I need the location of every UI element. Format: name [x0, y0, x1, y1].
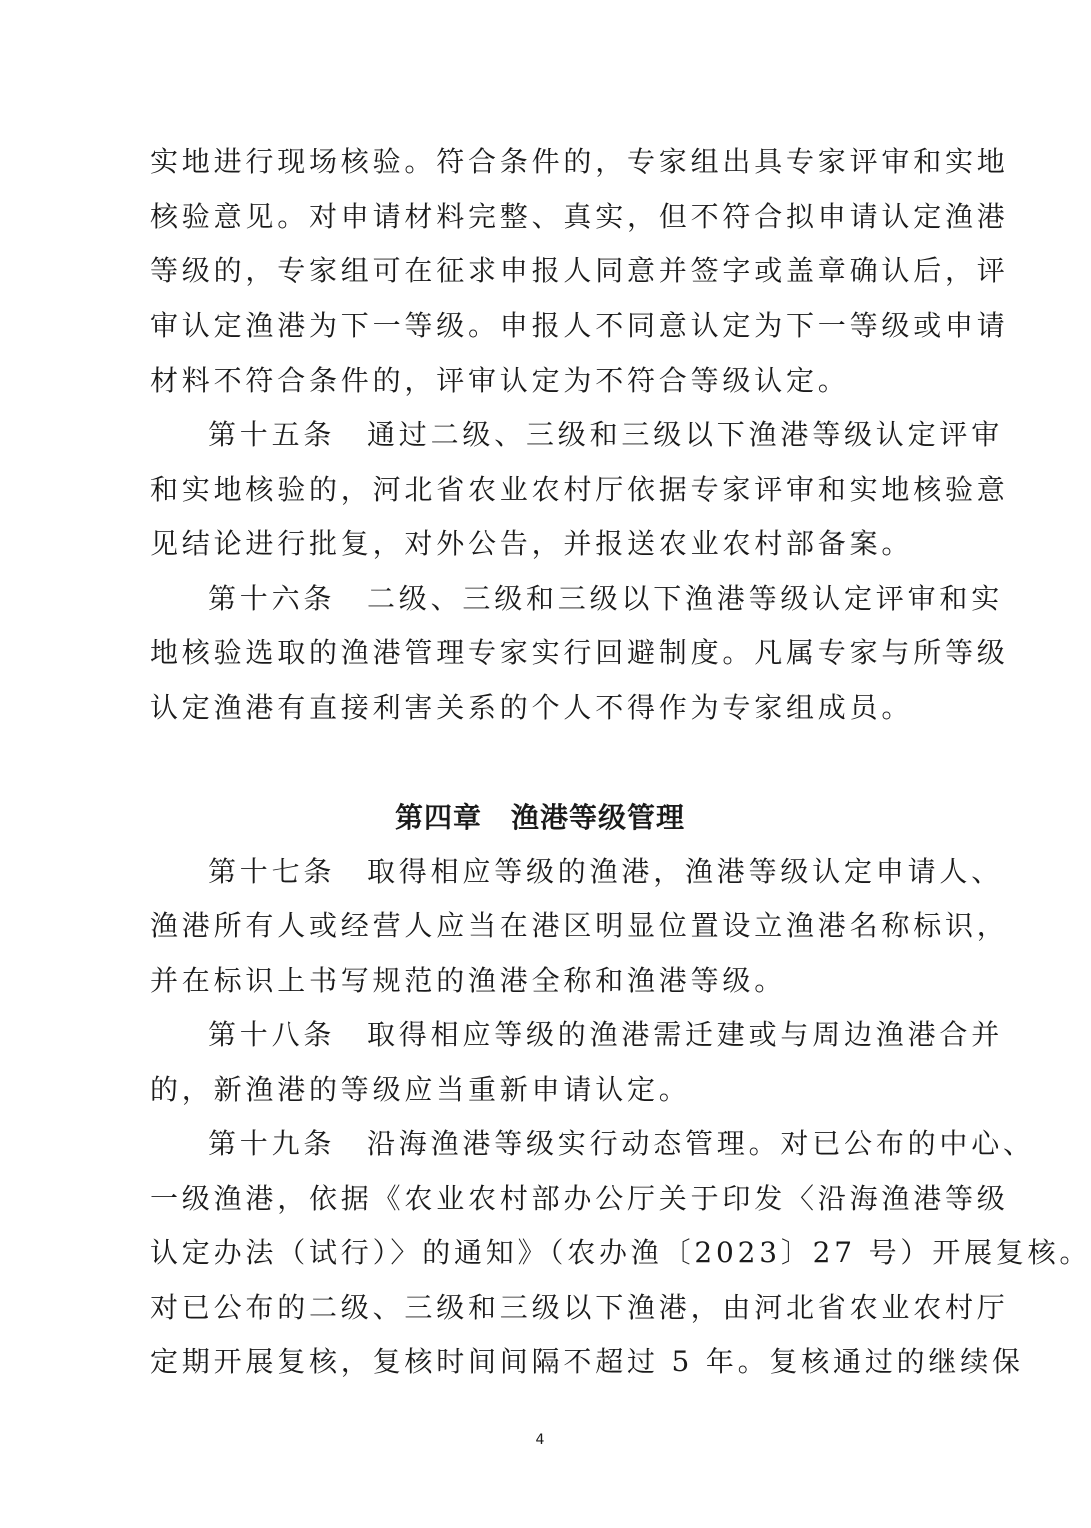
article-18-start: 第十八条 取得相应等级的渔港需迁建或与周边渔港合并 [208, 1018, 1004, 1051]
text-line: 和实地核验的，河北省农业农村厅依据专家评审和实地核验意 [150, 473, 1009, 506]
article-19-start: 第十九条 沿海渔港等级实行动态管理。对已公布的中心、 [208, 1127, 1035, 1160]
text-line: 实地进行现场核验。符合条件的，专家组出具专家评审和实地 [150, 145, 1009, 178]
text-line: 见结论进行批复，对外公告，并报送农业农村部备案。 [150, 527, 914, 560]
text-line: 认定办法（试行）〉的通知》（农办渔〔2023〕27 号）开展复核。 [150, 1236, 1091, 1269]
text-line: 等级的，专家组可在征求申报人同意并签字或盖章确认后，评 [150, 254, 1009, 287]
text-line: 一级渔港，依据《农业农村部办公厅关于印发〈沿海渔港等级 [150, 1182, 1009, 1215]
article-17-start: 第十七条 取得相应等级的渔港，渔港等级认定申请人、 [208, 855, 1004, 888]
page-number: 4 [535, 1432, 545, 1448]
text-line: 并在标识上书写规范的渔港全称和渔港等级。 [150, 964, 787, 997]
text-line: 定期开展复核，复核时间间隔不超过 5 年。复核通过的继续保 [150, 1345, 1024, 1378]
text-line: 材料不符合条件的，评审认定为不符合等级认定。 [150, 364, 850, 397]
text-line: 审认定渔港为下一等级。申报人不同意认定为下一等级或申请 [150, 309, 1009, 342]
text-line: 认定渔港有直接利害关系的个人不得作为专家组成员。 [150, 691, 914, 724]
article-16-start: 第十六条 二级、三级和三级以下渔港等级认定评审和实 [208, 582, 1004, 615]
text-line: 渔港所有人或经营人应当在港区明显位置设立渔港名称标识， [150, 909, 1009, 942]
text-line: 地核验选取的渔港管理专家实行回避制度。凡属专家与所等级 [150, 636, 1009, 669]
text-line: 核验意见。对申请材料完整、真实，但不符合拟申请认定渔港 [150, 200, 1009, 233]
chapter-heading: 第四章 渔港等级管理 [394, 801, 685, 834]
article-15-start: 第十五条 通过二级、三级和三级以下渔港等级认定评审 [208, 418, 1004, 451]
text-line: 的，新渔港的等级应当重新申请认定。 [150, 1073, 691, 1106]
text-line: 对已公布的二级、三级和三级以下渔港，由河北省农业农村厅 [150, 1291, 1009, 1324]
